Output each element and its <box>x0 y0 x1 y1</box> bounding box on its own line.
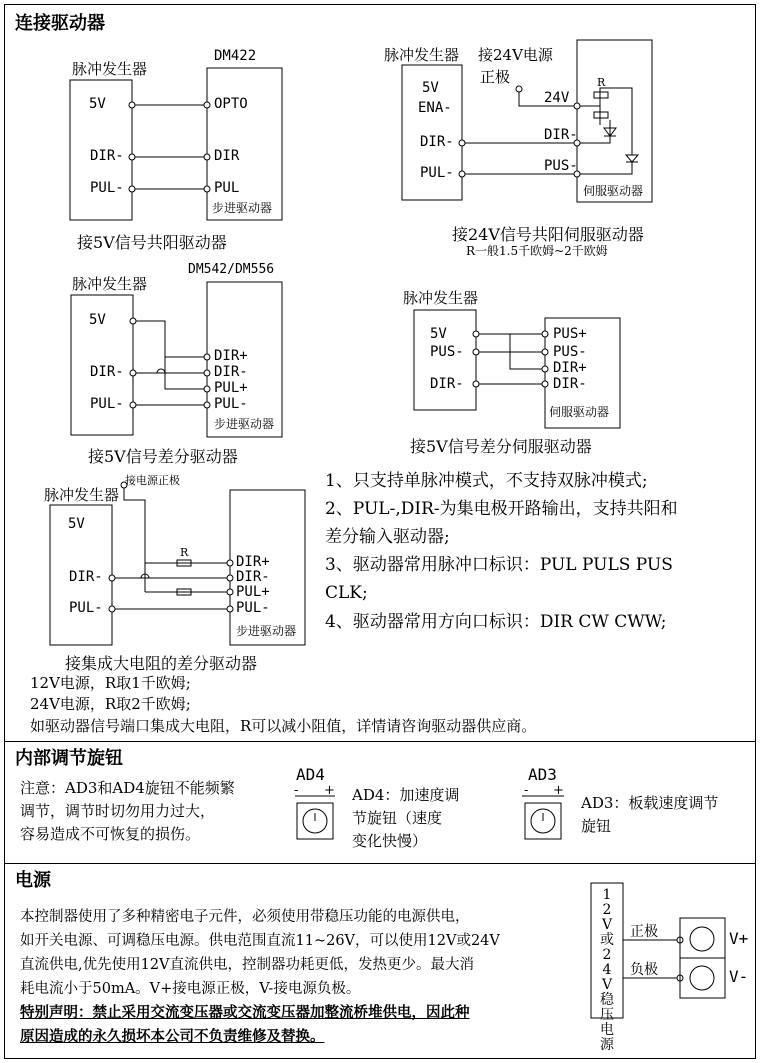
diagram-caption-note: R一般1.5千欧姆~2千欧姆 <box>466 244 608 258</box>
diagram-caption: 接5V信号差分驱动器 <box>88 447 238 466</box>
label-24v: 24V <box>544 90 570 106</box>
pin-pul: PUL <box>214 180 240 196</box>
power-warning: 特别声明：禁止采用交流变压器或交流变压器加整流桥堆供电，因此种 <box>20 1004 470 1021</box>
diagram-5v-differential-stepper <box>71 282 282 437</box>
pin-dir: DIR- <box>420 134 454 150</box>
label-driver-type: 步进驱动器 <box>236 624 297 638</box>
pin-5v: 5V <box>89 312 106 328</box>
label-pulse-generator: 脉冲发生器 <box>72 60 148 78</box>
pin-pul-plus: PUL+ <box>236 584 270 600</box>
pin-dir: DIR- <box>544 127 578 143</box>
knob-ad3-icon <box>522 796 564 839</box>
knob-ad3-desc: 旋钮 <box>581 817 612 835</box>
pin-5v: 5V <box>430 326 447 342</box>
pin-dir-minus: DIR- <box>236 569 270 585</box>
resistor-note: 24V电源，R取2千欧姆; <box>30 695 191 713</box>
pin-pus-plus: PUS+ <box>553 326 587 342</box>
diagram-caption: 接24V信号共阳伺服驱动器 <box>452 225 644 244</box>
psu-label: 12V或24V稳压电源 <box>600 887 614 1053</box>
power-text: 耗电流小于50mA。V+接电源正极，V-接电源负极。 <box>20 981 361 997</box>
pin-pul: PUL- <box>420 165 454 181</box>
pin-opto: OPTO <box>214 96 248 112</box>
pin-pus: PUS- <box>544 158 578 174</box>
pin-dir: DIR- <box>430 376 464 392</box>
label-resistor: R <box>180 546 189 559</box>
knob-ad4-label: AD4 <box>296 765 325 784</box>
pin-pul-minus: PUL- <box>214 396 248 412</box>
knob-ad3-plus: + <box>553 783 564 798</box>
knob-ad4-desc: 节旋钮（速度 <box>352 809 443 827</box>
label-pulse-generator: 脉冲发生器 <box>384 46 460 64</box>
knob-ad4-desc: 变化快慢） <box>352 832 428 850</box>
diagram-caption: 接5V信号共阳驱动器 <box>77 233 227 252</box>
note-line: 差分输入驱动器; <box>325 527 450 547</box>
label-driver-model: DM422 <box>214 48 257 64</box>
section-title-connect: 连接驱动器 <box>15 13 105 34</box>
label-pulse-generator: 脉冲发生器 <box>44 486 120 504</box>
resistor-note: 12V电源，R取1千欧姆; <box>30 674 191 692</box>
pin-dir-minus: DIR- <box>214 364 248 380</box>
terminal-vminus: V- <box>729 967 749 986</box>
label-driver-type: 步进驱动器 <box>212 201 273 215</box>
pin-dir: DIR- <box>90 148 124 164</box>
pin-pus: PUS- <box>430 344 464 360</box>
pin-ena: ENA- <box>418 100 452 116</box>
resistor-note: 如驱动器信号端口集成大电阻，R可以减小阻值，详情请咨询驱动器供应商。 <box>30 717 537 735</box>
pin-dir-minus: DIR- <box>553 376 587 392</box>
power-text: 如开关电源、可调稳压电源。供电范围直流11~26V，可以使用12V或24V <box>20 933 500 949</box>
knob-ad3-minus: - <box>524 783 529 798</box>
power-text: 直流供电,优先使用12V直流供电，控制器功耗更低，发热更少。最大消 <box>20 957 475 973</box>
pin-pul-minus: PUL- <box>236 600 270 616</box>
diagram-common-anode-stepper <box>70 68 282 220</box>
diagram-caption: 接集成大电阻的差分驱动器 <box>65 654 258 673</box>
psu-positive: 正极 <box>630 924 658 940</box>
knob-ad4-icon <box>295 796 335 839</box>
pin-dir: DIR- <box>69 569 103 585</box>
label-pulse-generator: 脉冲发生器 <box>72 275 148 293</box>
label-power-positive: 接电源正极 <box>125 474 180 487</box>
note-line: CLK; <box>325 583 368 603</box>
diagram-caption: 接5V信号差分伺服驱动器 <box>410 437 592 456</box>
section-title-knob: 内部调节旋钮 <box>15 748 123 769</box>
pin-5v: 5V <box>89 96 106 112</box>
label-resistor: R <box>597 76 606 89</box>
knob-warning: 注意：AD3和AD4旋钮不能频繁 <box>20 779 235 797</box>
section-title-power: 电源 <box>15 870 51 891</box>
label-driver-type: 伺服驱动器 <box>583 184 644 198</box>
note-line: 1、只支持单脉冲模式，不支持双脉冲模式; <box>325 471 648 491</box>
label-power-source: 接24V电源 <box>478 46 553 64</box>
terminal-vplus: V+ <box>729 929 749 948</box>
label-driver-type: 伺服驱动器 <box>549 405 610 419</box>
knob-ad4-minus: - <box>294 783 299 798</box>
knob-warning: 容易造成不可恢复的损伤。 <box>20 825 201 843</box>
pin-dir: DIR- <box>90 364 124 380</box>
psu-negative: 负极 <box>630 962 658 978</box>
note-line: 2、PUL-,DIR-为集电极开路输出，支持共阳和 <box>325 499 678 519</box>
knob-ad3-label: AD3 <box>528 765 557 784</box>
pin-pul-plus: PUL+ <box>214 380 248 396</box>
knob-ad4-desc: AD4：加速度调 <box>352 786 460 804</box>
pin-5v: 5V <box>68 516 85 532</box>
label-driver-model: DM542/DM556 <box>188 262 275 277</box>
knob-warning: 调节，调节时切勿用力过大， <box>20 802 216 820</box>
label-positive: 正极 <box>480 68 511 86</box>
pin-pus-minus: PUS- <box>553 344 587 360</box>
power-text: 本控制器使用了多种精密电子元件，必须使用带稳压功能的电源供电， <box>20 909 470 925</box>
pin-dir-plus: DIR+ <box>236 554 270 570</box>
knob-ad3-desc: AD3：板载速度调节 <box>581 794 719 812</box>
pin-pul: PUL- <box>90 180 124 196</box>
pin-pul: PUL- <box>90 396 124 412</box>
pin-dir: DIR <box>214 148 240 164</box>
pin-pul: PUL- <box>69 600 103 616</box>
knob-ad4-plus: + <box>324 783 335 798</box>
label-pulse-generator: 脉冲发生器 <box>403 289 479 307</box>
pin-dir-plus: DIR+ <box>553 360 587 376</box>
label-driver-type: 步进驱动器 <box>214 417 275 431</box>
note-line: 3、驱动器常用脉冲口标识：PUL PULS PUS <box>325 555 673 575</box>
pin-5v: 5V <box>422 80 439 96</box>
note-line: 4、驱动器常用方向口标识：DIR CW CWW; <box>325 612 667 632</box>
pin-dir-plus: DIR+ <box>214 348 248 364</box>
power-warning: 原因造成的永久损坏本公司不负责维修及替换。 <box>20 1028 325 1045</box>
